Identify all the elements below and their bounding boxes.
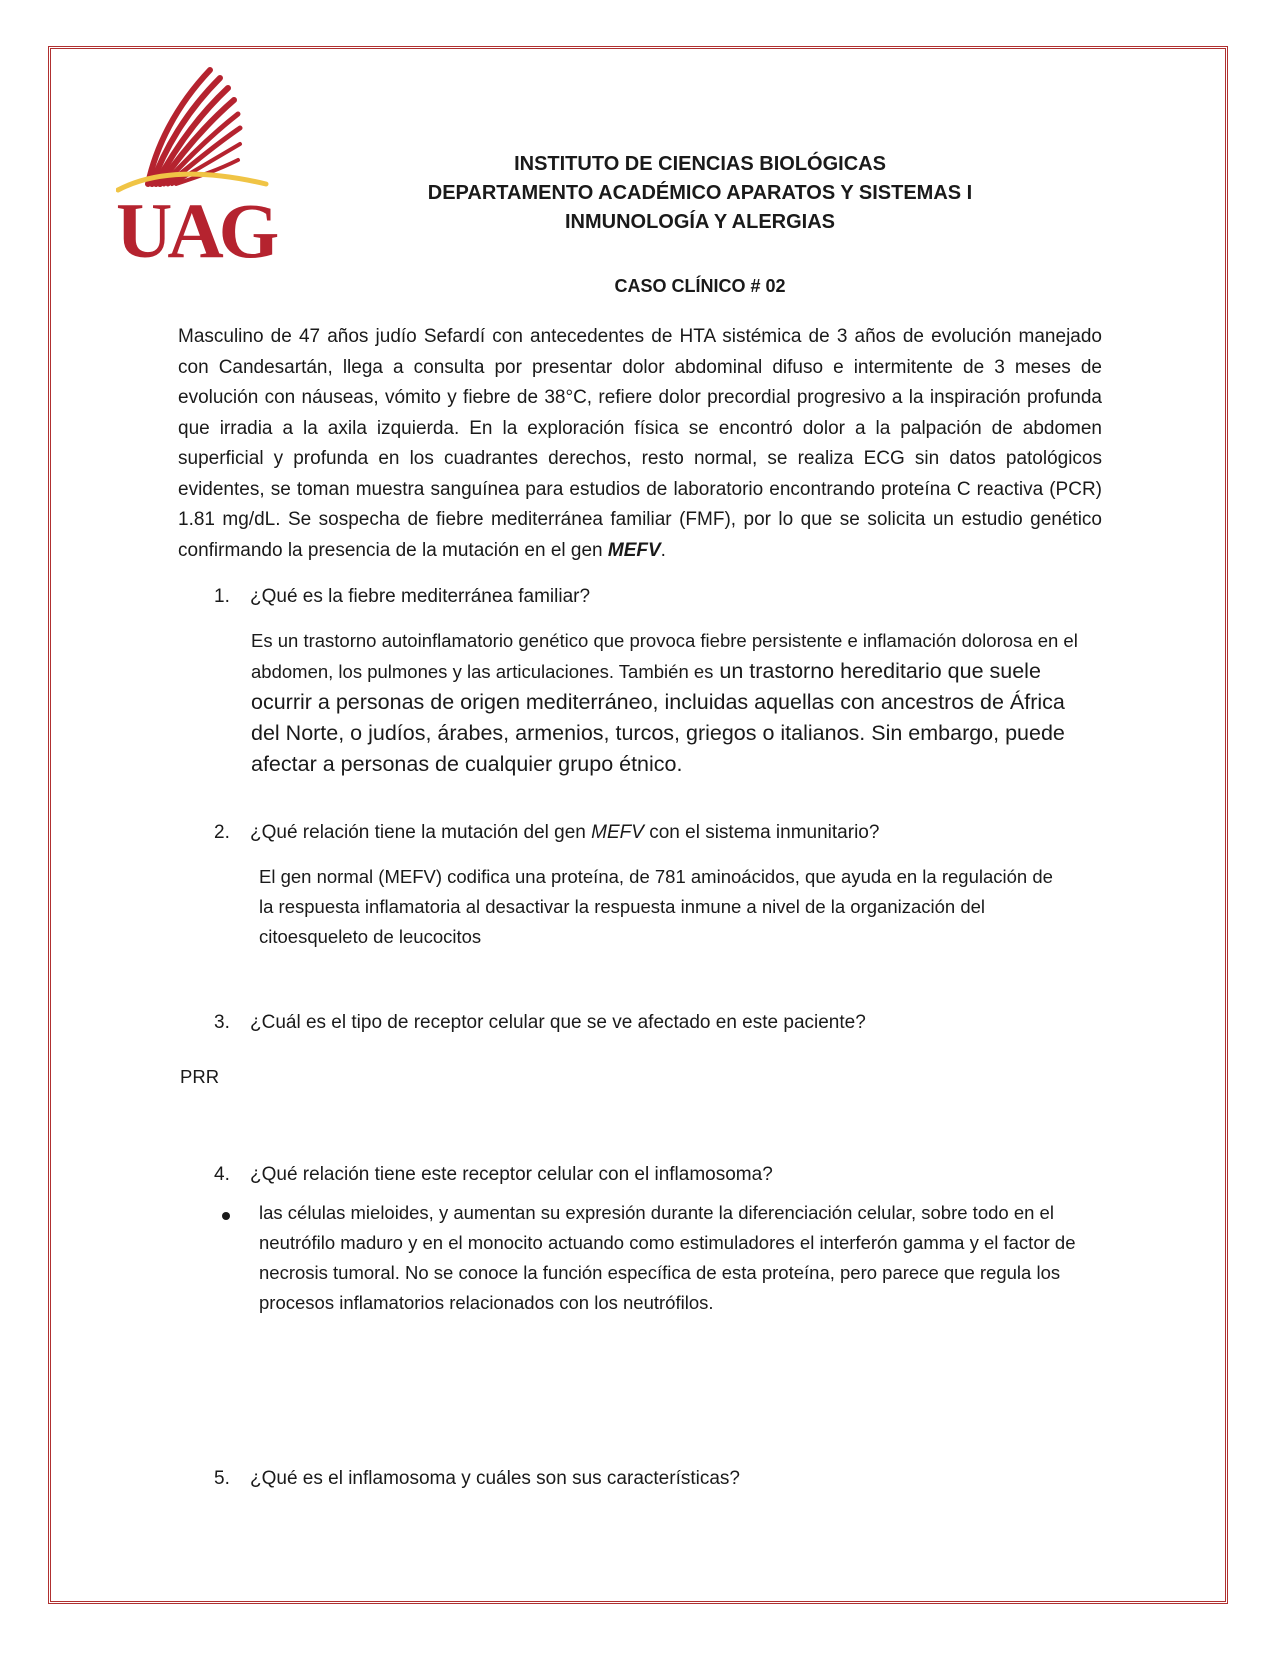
question-text-pre: ¿Qué relación tiene la mutación del gen bbox=[250, 822, 592, 843]
question-text: ¿Qué es la fiebre mediterránea familiar? bbox=[250, 586, 591, 607]
case-end: . bbox=[660, 539, 666, 561]
question-text-post: con el sistema inmunitario? bbox=[643, 822, 880, 843]
answer-1-part-2: un trastorno hereditario que suele ocurrir a personas de origen mediterráneo, incluidas aquellas con ancestros de África del Norte, o judíos, árabes, armenios, turcos, griegos o italianos. Sin embargo, puede afectar a personas de cualquier grupo étnico. bbox=[251, 659, 1065, 776]
answer-1 bbox=[251, 626, 1081, 780]
case-body-text: Masculino de 47 años judío Sefardí con antecedentes de HTA sistémica de 3 años de evolución manejado con Candesartán, llega a consulta por presentar dolor abdominal difuso e intermitente de 3 meses de evolución con náuseas, vómito y fiebre de 38°C, refiere dolor precordial progresivo a la inspiración profunda que irradia a la axila izquierda. En la exploración física se encontró dolor a la palpación de abdomen superficial y profunda en los cuadrantes derechos, resto normal, se realiza ECG sin datos patológicos evidentes, se toman muestra sanguínea para estudios de laboratorio encontrando proteína C reactiva (PCR) 1.81 mg/dL. Se sospecha de fiebre mediterránea familiar (FMF), por lo que se solicita un estudio genético confirmando la presencia de la mutación en el gen bbox=[178, 326, 1102, 561]
bullet-icon bbox=[222, 1212, 230, 1220]
question-number: 2. bbox=[214, 822, 230, 843]
header-line-2: DEPARTAMENTO ACADÉMICO APARATOS Y SISTEMAS I bbox=[427, 182, 973, 204]
case-gene: MEFV bbox=[607, 539, 661, 561]
question-5 bbox=[214, 1466, 740, 1492]
logo-text: UAG bbox=[116, 187, 275, 274]
question-number: 4. bbox=[214, 1164, 230, 1185]
question-3 bbox=[214, 1010, 866, 1036]
answer-4: las células mieloides, y aumentan su expresión durante la diferenciación celular, sobre todo en el neutrófilo maduro y en el monocito actuando como estimuladores el interferón gamma y el factor de necrosis tumoral. No se conoce la función específica de esta proteína, pero parece que regula los procesos inflamatorios relacionados con los neutrófilos. bbox=[259, 1202, 1076, 1313]
answer-2: El gen normal (MEFV) codifica una proteína, de 781 aminoácidos, que ayuda en la regulación de la respuesta inflamatoria al desactivar la respuesta inmune a nivel de la organización del citoesqueleto de leucocitos bbox=[259, 866, 1053, 947]
header-line-3: INMUNOLOGÍA Y ALERGIAS bbox=[564, 211, 836, 233]
answer-1-part-1: Es un trastorno autoinflamatorio genético que provoca fiebre persistente e inflamación dolorosa en el abdomen, los pulmones y las articulaciones. También es bbox=[251, 630, 1078, 682]
question-4 bbox=[214, 1162, 773, 1188]
question-number: 5. bbox=[214, 1468, 230, 1489]
question-gene: MEFV bbox=[591, 822, 644, 843]
question-1 bbox=[214, 584, 590, 610]
answer-3: PRR bbox=[180, 1066, 220, 1087]
header-line-1: INSTITUTO DE CIENCIAS BIOLÓGICAS bbox=[514, 153, 886, 175]
question-text: ¿Cuál es el tipo de receptor celular que se ve afectado en este paciente? bbox=[250, 1012, 866, 1033]
question-text: ¿Qué relación tiene este receptor celular con el inflamosoma? bbox=[250, 1164, 773, 1185]
question-text: ¿Qué es el inflamosoma y cuáles son sus características? bbox=[250, 1468, 740, 1489]
case-description bbox=[178, 322, 1102, 566]
case-title: CASO CLÍNICO # 02 bbox=[614, 276, 786, 296]
uag-logo bbox=[116, 66, 276, 274]
question-2 bbox=[214, 820, 879, 846]
document-header bbox=[300, 150, 1100, 237]
logo-rays-icon bbox=[116, 66, 276, 206]
question-number: 1. bbox=[214, 586, 230, 607]
question-number: 3. bbox=[214, 1012, 230, 1033]
